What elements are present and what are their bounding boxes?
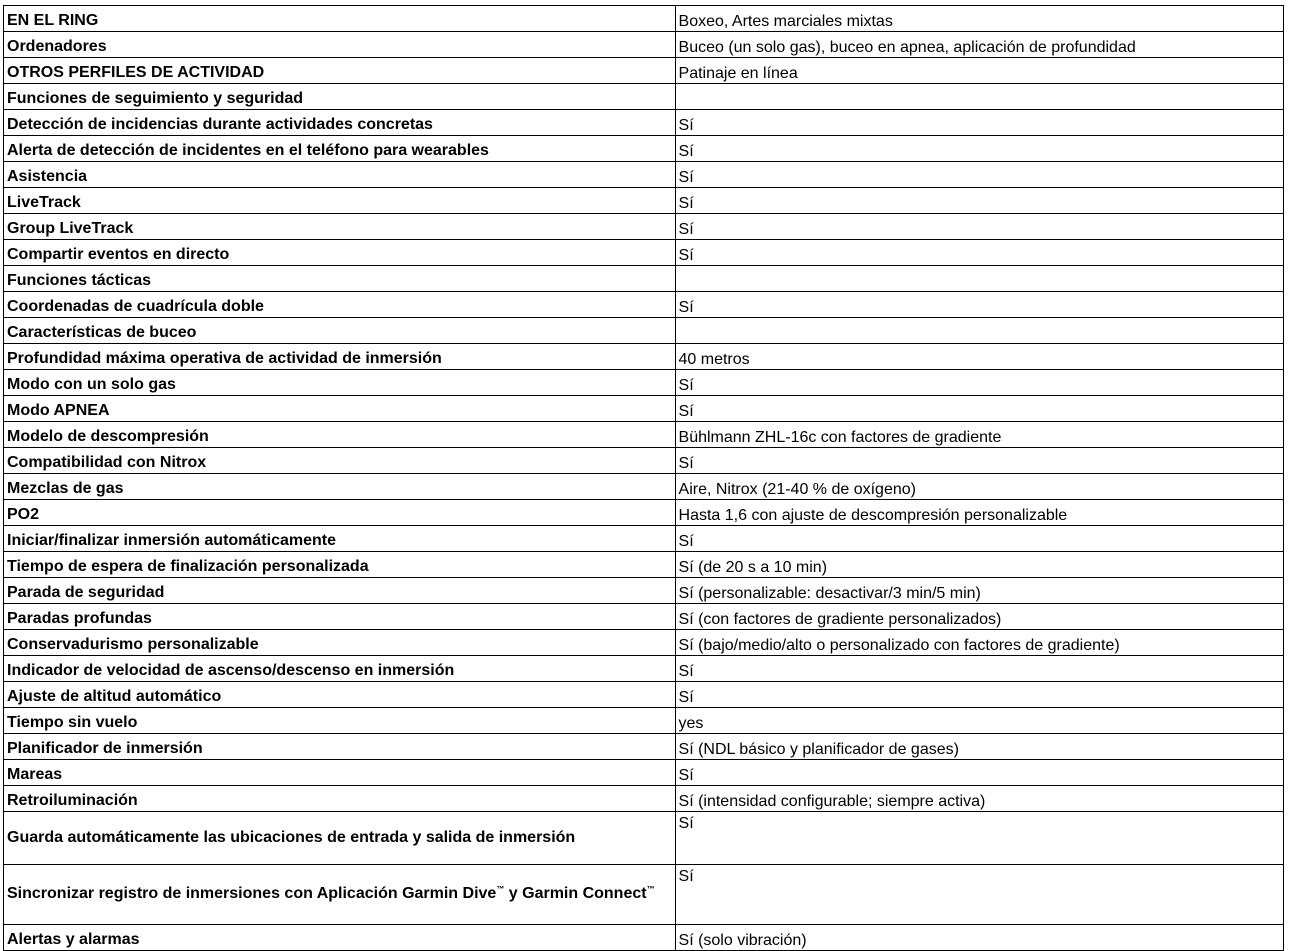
feature-cell: Modo con un solo gas [4,370,676,396]
table-row [4,925,1284,951]
feature-cell: Alertas y alarmas [4,925,676,951]
value-cell: Sí [675,760,1283,786]
value-cell: Sí (con factores de gradiente personalizados) [675,604,1283,630]
value-cell: Sí [675,865,1283,925]
feature-cell: Compartir eventos en directo [4,240,676,266]
value-cell: Sí [675,214,1283,240]
feature-cell: Guarda automáticamente las ubicaciones de entrada y salida de inmersión [4,812,676,865]
table-row [4,110,1284,136]
table-row [4,6,1284,32]
value-cell: Boxeo, Artes marciales mixtas [675,6,1283,32]
feature-cell [4,865,676,925]
table-row [4,188,1284,214]
value-cell: Sí [675,526,1283,552]
section-row [4,318,1284,344]
table-row [4,500,1284,526]
section-heading: Características de buceo [4,318,676,344]
value-cell: Aire, Nitrox (21-40 % de oxígeno) [675,474,1283,500]
section-heading: Funciones tácticas [4,266,676,292]
section-row [4,84,1284,110]
table-row [4,526,1284,552]
value-cell: Sí (intensidad configurable; siempre activa) [675,786,1283,812]
table-row [4,682,1284,708]
table-row [4,578,1284,604]
feature-cell: Detección de incidencias durante actividades concretas [4,110,676,136]
value-cell: Sí [675,682,1283,708]
value-cell: Sí [675,292,1283,318]
table-row [4,58,1284,84]
feature-cell: Conservadurismo personalizable [4,630,676,656]
value-cell: Sí [675,656,1283,682]
feature-cell: Parada de seguridad [4,578,676,604]
table-row [4,370,1284,396]
feature-cell: Retroiluminación [4,786,676,812]
table-row [4,162,1284,188]
value-cell: Hasta 1,6 con ajuste de descompresión personalizable [675,500,1283,526]
value-cell: Sí (solo vibración) [675,925,1283,951]
feature-cell: Asistencia [4,162,676,188]
feature-cell: LiveTrack [4,188,676,214]
trademark-symbol: ™ [496,884,505,894]
feature-cell: Iniciar/finalizar inmersión automáticamente [4,526,676,552]
feature-cell: Modo APNEA [4,396,676,422]
table-row [4,474,1284,500]
feature-cell: Coordenadas de cuadrícula doble [4,292,676,318]
table-row [4,396,1284,422]
feature-cell: EN EL RING [4,6,676,32]
value-cell: Sí [675,396,1283,422]
value-cell: Sí [675,162,1283,188]
feature-cell: Group LiveTrack [4,214,676,240]
value-cell: Sí (NDL básico y planificador de gases) [675,734,1283,760]
table-row [4,32,1284,58]
table-row [4,240,1284,266]
feature-cell: Planificador de inmersión [4,734,676,760]
feature-text: y Garmin Connect [504,885,647,902]
table-row [4,422,1284,448]
value-cell [675,84,1283,110]
value-cell: Sí (de 20 s a 10 min) [675,552,1283,578]
table-row [4,552,1284,578]
value-cell: Bühlmann ZHL-16c con factores de gradiente [675,422,1283,448]
value-cell: Sí [675,240,1283,266]
value-cell: Sí [675,110,1283,136]
table-row [4,214,1284,240]
value-cell: Buceo (un solo gas), buceo en apnea, aplicación de profundidad [675,32,1283,58]
section-row [4,266,1284,292]
section-heading: Funciones de seguimiento y seguridad [4,84,676,110]
value-cell: Sí (personalizable: desactivar/3 min/5 min) [675,578,1283,604]
feature-cell: Tiempo sin vuelo [4,708,676,734]
table-row [4,136,1284,162]
value-cell [675,266,1283,292]
feature-cell: Paradas profundas [4,604,676,630]
feature-cell: Alerta de detección de incidentes en el teléfono para wearables [4,136,676,162]
feature-cell: Modelo de descompresión [4,422,676,448]
feature-cell: Ajuste de altitud automático [4,682,676,708]
table-row [4,865,1284,925]
table-row [4,708,1284,734]
spec-table [3,5,1284,951]
feature-cell: OTROS PERFILES DE ACTIVIDAD [4,58,676,84]
value-cell: yes [675,708,1283,734]
feature-text: Sincronizar registro de inmersiones con Aplicación Garmin Dive [7,885,497,902]
table-row [4,604,1284,630]
table-row [4,630,1284,656]
feature-cell: Ordenadores [4,32,676,58]
table-row [4,656,1284,682]
table-row [4,344,1284,370]
value-cell: Sí [675,370,1283,396]
table-row [4,292,1284,318]
value-cell [675,318,1283,344]
feature-cell: Mezclas de gas [4,474,676,500]
value-cell: Sí [675,188,1283,214]
feature-cell: Mareas [4,760,676,786]
value-cell: Sí [675,448,1283,474]
table-row [4,760,1284,786]
value-cell: Sí [675,812,1283,865]
value-cell: 40 metros [675,344,1283,370]
table-row [4,734,1284,760]
feature-cell: Profundidad máxima operativa de actividad de inmersión [4,344,676,370]
trademark-symbol: ™ [646,884,655,894]
value-cell: Sí [675,136,1283,162]
feature-cell: PO2 [4,500,676,526]
feature-cell: Tiempo de espera de finalización personalizada [4,552,676,578]
table-row [4,448,1284,474]
value-cell: Patinaje en línea [675,58,1283,84]
table-row [4,812,1284,865]
table-row [4,786,1284,812]
feature-cell: Compatibilidad con Nitrox [4,448,676,474]
value-cell: Sí (bajo/medio/alto o personalizado con factores de gradiente) [675,630,1283,656]
feature-cell: Indicador de velocidad de ascenso/descenso en inmersión [4,656,676,682]
